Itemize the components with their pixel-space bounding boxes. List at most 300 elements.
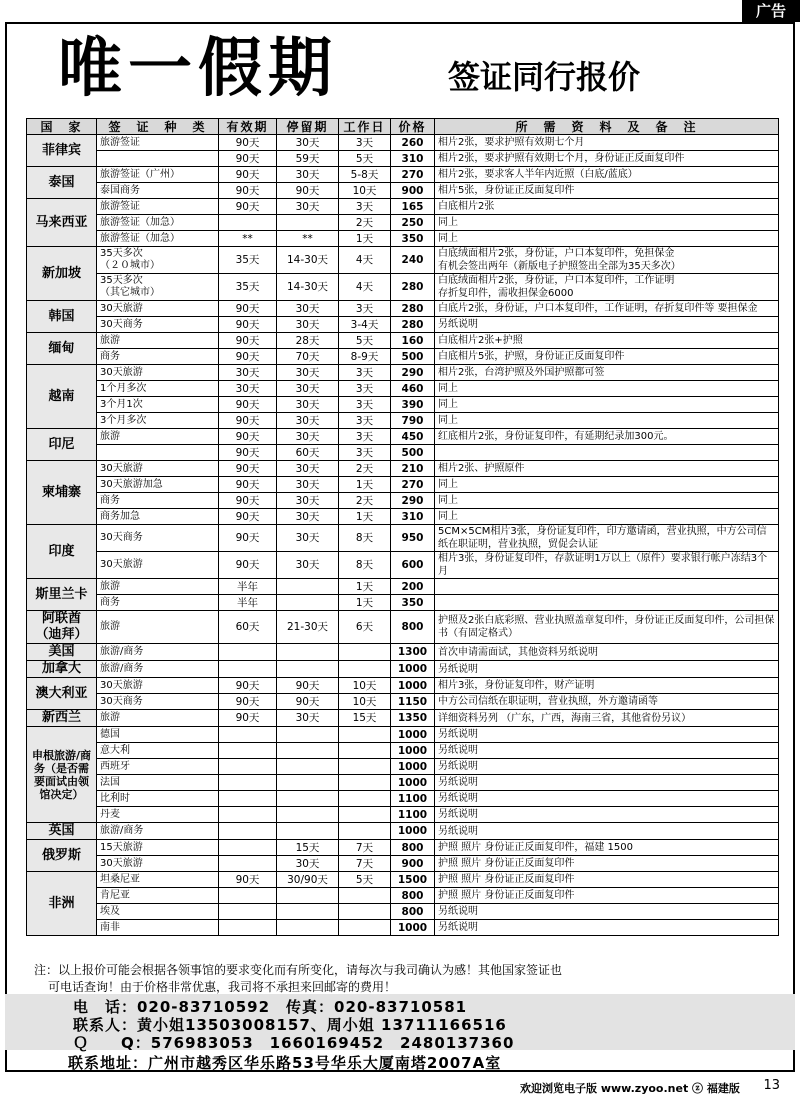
remarks-cell: 首次申请需面试，其他资料另纸说明	[435, 644, 779, 661]
remarks-cell: 同上	[435, 477, 779, 493]
price-cell: 900	[391, 183, 435, 199]
price-cell: 1000	[391, 759, 435, 775]
table-row	[27, 807, 779, 823]
validity-cell	[219, 920, 277, 936]
remarks-cell: 同上	[435, 381, 779, 397]
table-row	[27, 759, 779, 775]
price-cell: 310	[391, 151, 435, 167]
table-row	[27, 661, 779, 678]
workdays-cell	[339, 791, 391, 807]
price-cell: 800	[391, 611, 435, 644]
country-cell: 非洲	[27, 872, 97, 936]
workdays-cell: 15天	[339, 710, 391, 727]
visa-type-cell: 丹麦	[97, 807, 219, 823]
visa-type-cell: 商务加急	[97, 509, 219, 525]
table-row	[27, 525, 779, 552]
workdays-cell: 10天	[339, 694, 391, 710]
price-cell: 800	[391, 840, 435, 856]
price-cell: 280	[391, 274, 435, 301]
validity-cell	[219, 856, 277, 872]
price-cell: 350	[391, 231, 435, 247]
stay-cell	[277, 888, 339, 904]
remarks-cell: 白底绒面相片2张，身份证，户口本复印件，工作证明 存折复印件，需收担保金6000	[435, 274, 779, 301]
validity-cell	[219, 791, 277, 807]
stay-cell: 30天	[277, 167, 339, 183]
workdays-cell	[339, 743, 391, 759]
visa-type-cell: 旅游	[97, 579, 219, 595]
remarks-cell: 同上	[435, 397, 779, 413]
stay-cell: 30天	[277, 317, 339, 333]
price-cell: 1350	[391, 710, 435, 727]
country-cell: 泰国	[27, 167, 97, 199]
price-table-wrap	[26, 118, 778, 936]
table-row	[27, 274, 779, 301]
workdays-cell: 5天	[339, 151, 391, 167]
disclaimer-note	[34, 962, 774, 996]
table-row	[27, 317, 779, 333]
stay-cell	[277, 661, 339, 678]
stay-cell: 30天	[277, 413, 339, 429]
validity-cell: 半年	[219, 579, 277, 595]
workdays-cell: 2天	[339, 461, 391, 477]
price-cell: 1100	[391, 791, 435, 807]
validity-cell	[219, 807, 277, 823]
remarks-cell: 相片5张，身份证正反面复印件	[435, 183, 779, 199]
validity-cell: 35天	[219, 247, 277, 274]
brand-title: 唯一假期	[58, 31, 338, 106]
workdays-cell: 3天	[339, 397, 391, 413]
country-cell: 韩国	[27, 301, 97, 333]
workdays-cell: 3天	[339, 135, 391, 151]
visa-type-cell: 坦桑尼亚	[97, 872, 219, 888]
visa-type-cell	[97, 151, 219, 167]
column-header: 所 需 资 料 及 备 注	[435, 119, 779, 135]
workdays-cell: 10天	[339, 678, 391, 694]
visa-type-cell: 泰国商务	[97, 183, 219, 199]
table-row	[27, 493, 779, 509]
visa-type-cell: 30天旅游	[97, 678, 219, 694]
stay-cell	[277, 215, 339, 231]
validity-cell	[219, 775, 277, 791]
remarks-cell	[435, 595, 779, 611]
price-cell: 280	[391, 301, 435, 317]
validity-cell: 90天	[219, 135, 277, 151]
visa-type-cell: 30天旅游	[97, 461, 219, 477]
price-cell: 270	[391, 167, 435, 183]
table-row	[27, 413, 779, 429]
visa-type-cell: 肯尼亚	[97, 888, 219, 904]
stay-cell: 30/90天	[277, 872, 339, 888]
stay-cell: 30天	[277, 429, 339, 445]
table-row	[27, 429, 779, 445]
workdays-cell	[339, 920, 391, 936]
stay-cell: 14-30天	[277, 274, 339, 301]
validity-cell: 90天	[219, 429, 277, 445]
remarks-cell: 详细资料另列 （广东，广西，海南三省，其他省份另议）	[435, 710, 779, 727]
visa-type-cell: 30天旅游	[97, 552, 219, 579]
country-cell: 缅甸	[27, 333, 97, 365]
visa-type-cell: 商务	[97, 349, 219, 365]
table-row	[27, 920, 779, 936]
price-cell: 250	[391, 215, 435, 231]
price-cell: 500	[391, 349, 435, 365]
stay-cell: 30天	[277, 493, 339, 509]
country-cell: 柬埔寨	[27, 461, 97, 525]
price-cell: 1000	[391, 743, 435, 759]
country-cell: 俄罗斯	[27, 840, 97, 872]
price-cell: 1000	[391, 775, 435, 791]
visa-type-cell: 旅游	[97, 710, 219, 727]
stay-cell: 90天	[277, 694, 339, 710]
price-cell: 800	[391, 888, 435, 904]
price-cell: 200	[391, 579, 435, 595]
validity-cell	[219, 888, 277, 904]
workdays-cell	[339, 759, 391, 775]
remarks-cell: 相片2张，台湾护照及外国护照都可签	[435, 365, 779, 381]
price-cell: 1000	[391, 727, 435, 743]
remarks-cell: 另纸说明	[435, 775, 779, 791]
remarks-cell: 5CM×5CM相片3张，身份证复印件，印方邀请函，营业执照，中方公司信纸在职证明，营业执照，贸促会认证	[435, 525, 779, 552]
country-cell: 菲律宾	[27, 135, 97, 167]
price-cell: 390	[391, 397, 435, 413]
table-row	[27, 710, 779, 727]
validity-cell: 90天	[219, 301, 277, 317]
remarks-cell: 白底绒面相片2张，身份证，户口本复印件，免担保金 有机会签出两年（新版电子护照签出全部为35天多次）	[435, 247, 779, 274]
workdays-cell: 2天	[339, 215, 391, 231]
country-cell: 阿联酋 （迪拜）	[27, 611, 97, 644]
remarks-cell: 另纸说明	[435, 920, 779, 936]
stay-cell	[277, 644, 339, 661]
remarks-cell: 另纸说明	[435, 759, 779, 775]
workdays-cell	[339, 775, 391, 791]
workdays-cell: 3-4天	[339, 317, 391, 333]
validity-cell: 90天	[219, 710, 277, 727]
workdays-cell: 1天	[339, 231, 391, 247]
stay-cell: 60天	[277, 445, 339, 461]
country-cell: 美国	[27, 644, 97, 661]
stay-cell: 30天	[277, 461, 339, 477]
table-row	[27, 872, 779, 888]
remarks-cell: 白底相片2张+护照	[435, 333, 779, 349]
remarks-cell: 另纸说明	[435, 904, 779, 920]
visa-type-cell: 35天多次 （２０城市）	[97, 247, 219, 274]
table-row	[27, 199, 779, 215]
stay-cell: 59天	[277, 151, 339, 167]
validity-cell: 35天	[219, 274, 277, 301]
workdays-cell: 10天	[339, 183, 391, 199]
remarks-cell: 相片2张，要求护照有效期七个月，身份证正反面复印件	[435, 151, 779, 167]
price-cell: 160	[391, 333, 435, 349]
remarks-cell: 另纸说明	[435, 823, 779, 840]
workdays-cell: 1天	[339, 477, 391, 493]
price-cell: 460	[391, 381, 435, 397]
table-row	[27, 215, 779, 231]
price-cell: 450	[391, 429, 435, 445]
workdays-cell: 5天	[339, 333, 391, 349]
price-cell: 1000	[391, 823, 435, 840]
price-cell: 950	[391, 525, 435, 552]
workdays-cell	[339, 904, 391, 920]
visa-type-cell: 30天商务	[97, 317, 219, 333]
stay-cell: 30天	[277, 397, 339, 413]
stay-cell	[277, 727, 339, 743]
stay-cell	[277, 743, 339, 759]
visa-type-cell: 旅游签证	[97, 135, 219, 151]
table-row	[27, 791, 779, 807]
workdays-cell: 3天	[339, 413, 391, 429]
remarks-cell: 护照 照片 身份证正反面复印件，福建 1500	[435, 840, 779, 856]
validity-cell: 90天	[219, 552, 277, 579]
stay-cell	[277, 759, 339, 775]
price-cell: 240	[391, 247, 435, 274]
visa-type-cell: 意大利	[97, 743, 219, 759]
visa-type-cell: 30天旅游	[97, 301, 219, 317]
remarks-cell	[435, 445, 779, 461]
validity-cell: 90天	[219, 317, 277, 333]
stay-cell	[277, 595, 339, 611]
validity-cell: 90天	[219, 413, 277, 429]
validity-cell: 90天	[219, 477, 277, 493]
country-cell: 印尼	[27, 429, 97, 461]
validity-cell: 60天	[219, 611, 277, 644]
workdays-cell: 3天	[339, 365, 391, 381]
price-cell: 290	[391, 365, 435, 381]
contact-panel	[5, 994, 795, 1050]
remarks-cell: 同上	[435, 231, 779, 247]
page-subtitle: 签证同行报价	[448, 58, 641, 96]
visa-type-cell: 35天多次 （其它城市）	[97, 274, 219, 301]
country-cell: 澳大利亚	[27, 678, 97, 710]
validity-cell: 90天	[219, 167, 277, 183]
remarks-cell: 护照 照片 身份证正反面复印件	[435, 888, 779, 904]
validity-cell: 90天	[219, 397, 277, 413]
stay-cell	[277, 807, 339, 823]
workdays-cell: 3天	[339, 301, 391, 317]
remarks-cell: 中方公司信纸在职证明，营业执照，外方邀请函等	[435, 694, 779, 710]
table-row	[27, 678, 779, 694]
validity-cell	[219, 215, 277, 231]
workdays-cell: 3天	[339, 381, 391, 397]
remarks-cell: 白底相片5张，护照，身份证正反面复印件	[435, 349, 779, 365]
visa-type-cell: 旅游	[97, 333, 219, 349]
validity-cell: 90天	[219, 461, 277, 477]
page-number: 13	[763, 1078, 780, 1093]
stay-cell: 30天	[277, 135, 339, 151]
workdays-cell	[339, 807, 391, 823]
validity-cell: 90天	[219, 678, 277, 694]
workdays-cell: 1天	[339, 579, 391, 595]
table-row	[27, 333, 779, 349]
remarks-cell: 白底相片2张	[435, 199, 779, 215]
table-row	[27, 135, 779, 151]
remarks-cell: 另纸说明	[435, 791, 779, 807]
stay-cell: **	[277, 231, 339, 247]
price-cell: 350	[391, 595, 435, 611]
stay-cell: 70天	[277, 349, 339, 365]
stay-cell: 21-30天	[277, 611, 339, 644]
price-cell: 1300	[391, 644, 435, 661]
table-row	[27, 167, 779, 183]
workdays-cell: 1天	[339, 509, 391, 525]
contact-people: 联系人：黄小姐13503008157、周小姐 13711166516	[73, 1016, 507, 1034]
table-row	[27, 904, 779, 920]
table-row	[27, 397, 779, 413]
visa-type-cell: 商务	[97, 493, 219, 509]
validity-cell	[219, 904, 277, 920]
contact-phone: 电 话：020-83710592 传真：020-83710581	[73, 998, 468, 1016]
validity-cell	[219, 743, 277, 759]
column-header: 停留期	[277, 119, 339, 135]
visa-type-cell: 旅游	[97, 611, 219, 644]
table-row	[27, 151, 779, 167]
workdays-cell: 1天	[339, 595, 391, 611]
visa-type-cell: 法国	[97, 775, 219, 791]
contact-qq: Ｑ Q：576983053 1660169452 2480137360	[73, 1034, 515, 1052]
price-table	[26, 118, 779, 936]
price-cell: 270	[391, 477, 435, 493]
table-row	[27, 381, 779, 397]
stay-cell: 30天	[277, 856, 339, 872]
validity-cell	[219, 823, 277, 840]
table-row	[27, 301, 779, 317]
stay-cell	[277, 791, 339, 807]
stay-cell: 90天	[277, 183, 339, 199]
remarks-cell: 另纸说明	[435, 661, 779, 678]
stay-cell: 30天	[277, 509, 339, 525]
table-row	[27, 477, 779, 493]
table-row	[27, 775, 779, 791]
stay-cell	[277, 823, 339, 840]
stay-cell: 30天	[277, 525, 339, 552]
ad-tag: 广告	[742, 0, 800, 22]
price-cell: 600	[391, 552, 435, 579]
country-cell: 加拿大	[27, 661, 97, 678]
visa-type-cell: 埃及	[97, 904, 219, 920]
validity-cell: 半年	[219, 595, 277, 611]
validity-cell: 90天	[219, 872, 277, 888]
price-cell: 1150	[391, 694, 435, 710]
table-row	[27, 644, 779, 661]
visa-type-cell: 旅游签证	[97, 199, 219, 215]
workdays-cell	[339, 644, 391, 661]
contact-address: 联系地址：广州市越秀区华乐路53号华乐大厦南塔2007A室	[68, 1054, 502, 1072]
workdays-cell: 7天	[339, 856, 391, 872]
stay-cell: 14-30天	[277, 247, 339, 274]
remarks-cell: 另纸说明	[435, 743, 779, 759]
column-header: 工作日	[339, 119, 391, 135]
stay-cell: 30天	[277, 477, 339, 493]
table-row	[27, 840, 779, 856]
visa-type-cell: 西班牙	[97, 759, 219, 775]
price-cell: 1000	[391, 678, 435, 694]
workdays-cell: 4天	[339, 274, 391, 301]
price-cell: 500	[391, 445, 435, 461]
workdays-cell: 3天	[339, 445, 391, 461]
table-row	[27, 552, 779, 579]
remarks-cell: 同上	[435, 215, 779, 231]
remarks-cell: 另纸说明	[435, 727, 779, 743]
visa-type-cell: 旅游签证（加急）	[97, 215, 219, 231]
remarks-cell: 相片3张，身份证复印件，财产证明	[435, 678, 779, 694]
validity-cell: 90天	[219, 445, 277, 461]
price-cell: 280	[391, 317, 435, 333]
column-header: 签 证 种 类	[97, 119, 219, 135]
visa-type-cell: 旅游签证（广州）	[97, 167, 219, 183]
visa-type-cell: 旅游签证（加急）	[97, 231, 219, 247]
remarks-cell: 另纸说明	[435, 807, 779, 823]
country-cell: 英国	[27, 823, 97, 840]
price-cell: 210	[391, 461, 435, 477]
table-row	[27, 611, 779, 644]
workdays-cell: 5天	[339, 872, 391, 888]
visa-type-cell: 旅游/商务	[97, 661, 219, 678]
workdays-cell: 4天	[339, 247, 391, 274]
table-row	[27, 823, 779, 840]
validity-cell: 90天	[219, 333, 277, 349]
remarks-cell: 同上	[435, 493, 779, 509]
remarks-cell	[435, 579, 779, 595]
stay-cell	[277, 579, 339, 595]
workdays-cell: 8-9天	[339, 349, 391, 365]
remarks-cell: 相片2张、护照原件	[435, 461, 779, 477]
table-row	[27, 856, 779, 872]
price-cell: 800	[391, 904, 435, 920]
remarks-cell: 另纸说明	[435, 317, 779, 333]
stay-cell	[277, 904, 339, 920]
visa-type-cell: 3个月多次	[97, 413, 219, 429]
validity-cell: 90天	[219, 493, 277, 509]
visa-type-cell: 30天旅游加急	[97, 477, 219, 493]
remarks-cell: 白底片2张，身份证，户口本复印件，工作证明，存折复印件等 要担保金	[435, 301, 779, 317]
remarks-cell: 红底相片2张，身份证复印件，有延期纪录加300元。	[435, 429, 779, 445]
table-row	[27, 743, 779, 759]
price-cell: 165	[391, 199, 435, 215]
validity-cell: 90天	[219, 525, 277, 552]
validity-cell: 90天	[219, 183, 277, 199]
workdays-cell: 8天	[339, 525, 391, 552]
remarks-cell: 同上	[435, 413, 779, 429]
stay-cell: 30天	[277, 199, 339, 215]
visa-type-cell: 30天商务	[97, 694, 219, 710]
price-cell: 1100	[391, 807, 435, 823]
remarks-cell: 护照 照片 身份证正反面复印件	[435, 856, 779, 872]
country-cell: 马来西亚	[27, 199, 97, 247]
visa-type-cell: 南非	[97, 920, 219, 936]
price-cell: 900	[391, 856, 435, 872]
price-cell: 1500	[391, 872, 435, 888]
country-cell: 印度	[27, 525, 97, 579]
validity-cell: **	[219, 231, 277, 247]
footer-text: 欢迎浏览电子版 www.zyoo.net ⓩ 福建版	[520, 1082, 740, 1095]
remarks-cell: 护照及2张白底彩照、营业执照盖章复印件，身份证正反面复印件，公司担保书（有固定格式）	[435, 611, 779, 644]
table-row	[27, 509, 779, 525]
table-row	[27, 579, 779, 595]
stay-cell	[277, 775, 339, 791]
remarks-cell: 同上	[435, 509, 779, 525]
column-header: 价格	[391, 119, 435, 135]
stay-cell: 30天	[277, 381, 339, 397]
visa-type-cell: 德国	[97, 727, 219, 743]
visa-type-cell: 商务	[97, 595, 219, 611]
table-row	[27, 461, 779, 477]
workdays-cell: 6天	[339, 611, 391, 644]
workdays-cell: 3天	[339, 199, 391, 215]
table-row	[27, 694, 779, 710]
validity-cell: 90天	[219, 151, 277, 167]
workdays-cell	[339, 727, 391, 743]
workdays-cell: 8天	[339, 552, 391, 579]
table-row	[27, 231, 779, 247]
